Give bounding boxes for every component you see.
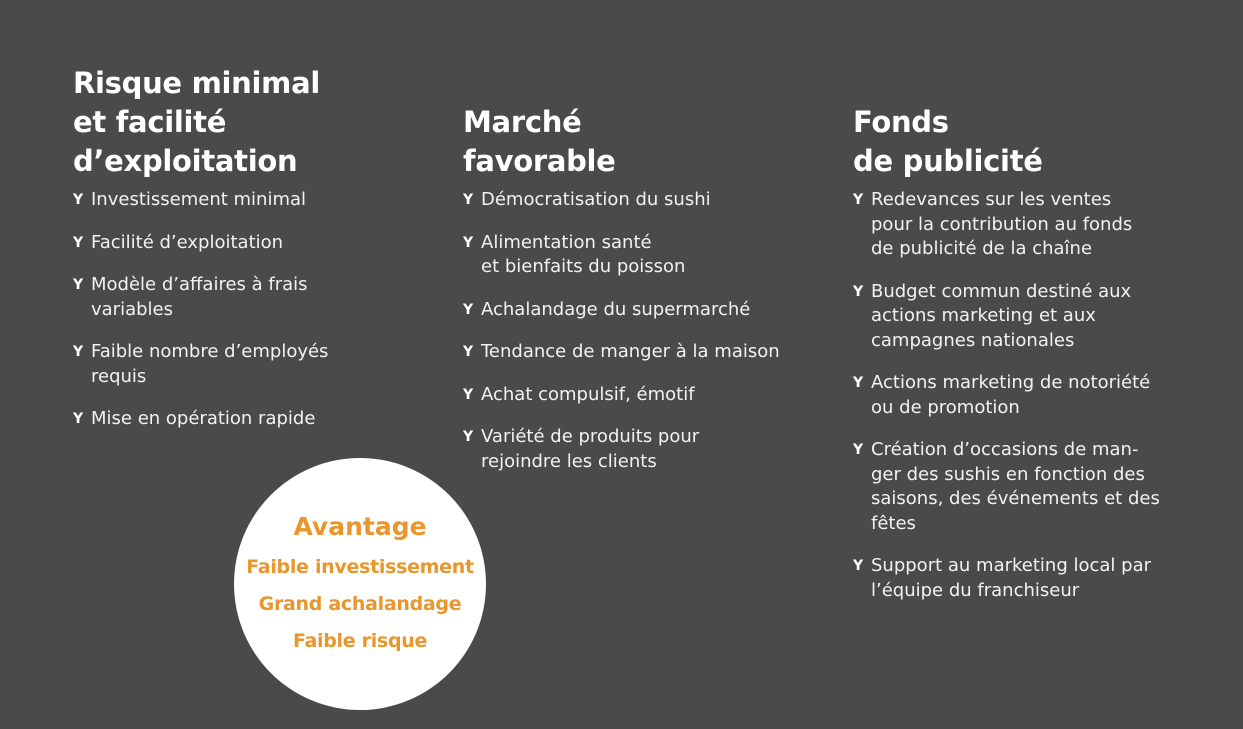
advantage-title: Avantage	[293, 511, 427, 541]
y-bullet-icon: Y	[853, 375, 864, 391]
column-heading: Risque minimal et facilité d’exploitation	[73, 66, 320, 178]
list-item	[73, 188, 433, 213]
y-bullet-icon: Y	[853, 192, 864, 208]
item-list	[463, 188, 823, 474]
list-item	[463, 340, 823, 365]
item-list	[73, 188, 433, 432]
column-risk	[73, 64, 433, 450]
list-item	[853, 188, 1213, 262]
y-bullet-icon: Y	[853, 283, 864, 300]
y-bullet-icon: Y	[73, 234, 84, 251]
item-text: Facilité d’exploitation	[91, 231, 284, 253]
item-text: Achalandage du supermarché	[481, 298, 751, 320]
list-item	[853, 280, 1213, 354]
item-text: Budget commun destiné aux actions marketing et aux campagnes nationales	[871, 280, 1132, 351]
list-item	[73, 340, 433, 389]
y-bullet-icon: Y	[853, 442, 864, 458]
item-text: Redevances sur les ventes pour la contribution au fonds de publicité de la chaîne	[871, 189, 1133, 259]
list-item	[853, 554, 1213, 603]
list-item	[463, 383, 823, 408]
item-list	[853, 188, 1213, 603]
item-text: Démocratisation du sushi	[481, 189, 711, 210]
y-bullet-icon: Y	[463, 192, 474, 208]
advantage-circle	[234, 458, 486, 710]
item-text: Actions marketing de notoriété ou de promotion	[871, 372, 1151, 418]
column-market	[463, 64, 823, 492]
list-item	[73, 273, 433, 322]
column-heading: Fonds de publicité	[853, 105, 1043, 178]
advantage-line: Grand achalandage	[258, 592, 462, 615]
item-text: Alimentation santé et bienfaits du poisson	[481, 231, 686, 277]
item-text: Création d’occasions de man- ger des sushis en fonction des saisons, des événements et des fêtes	[871, 439, 1160, 534]
item-text: Faible nombre d’employés requis	[91, 341, 329, 387]
list-item	[463, 425, 823, 474]
y-bullet-icon: Y	[463, 429, 474, 445]
list-item	[463, 298, 823, 323]
column-heading: Marché favorable	[463, 105, 616, 178]
y-bullet-icon: Y	[463, 344, 474, 360]
y-bullet-icon: Y	[73, 344, 84, 360]
y-bullet-icon: Y	[73, 277, 84, 293]
y-bullet-icon: Y	[73, 411, 84, 427]
item-text: Modèle d’affaires à frais variables	[91, 274, 308, 320]
y-bullet-icon: Y	[73, 192, 84, 208]
column-advertising-fund	[853, 64, 1213, 621]
item-text: Mise en opération rapide	[91, 408, 316, 429]
list-item	[463, 231, 823, 280]
item-text: Investissement minimal	[91, 189, 307, 210]
list-item	[853, 371, 1213, 420]
item-text: Tendance de manger à la maison	[481, 341, 780, 362]
advantage-line: Faible investissement	[246, 555, 474, 578]
y-bullet-icon: Y	[463, 386, 474, 403]
item-text: Support au marketing local par l’équipe du franchiseur	[871, 555, 1151, 601]
item-text: Achat compulsif, émotif	[481, 383, 695, 405]
item-text: Variété de produits pour rejoindre les clients	[481, 426, 700, 472]
y-bullet-icon: Y	[853, 558, 864, 574]
y-bullet-icon: Y	[463, 234, 474, 251]
list-item	[73, 407, 433, 432]
advantage-line: Faible risque	[292, 629, 428, 652]
list-item	[853, 438, 1213, 536]
y-bullet-icon: Y	[463, 301, 474, 318]
list-item	[463, 188, 823, 213]
list-item	[73, 231, 433, 256]
